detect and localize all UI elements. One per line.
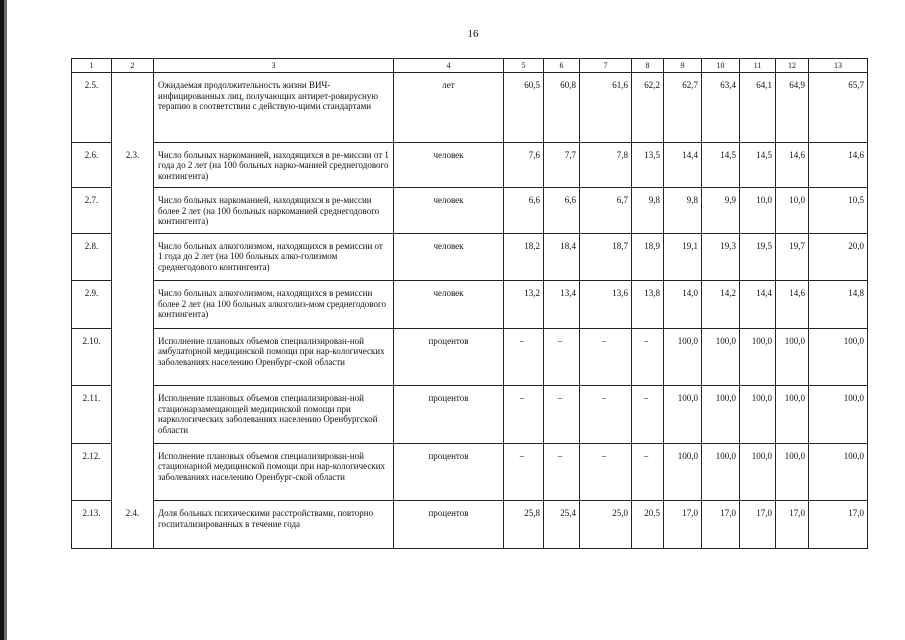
value-cell: 19,1 <box>664 239 702 281</box>
value-cell: 25,8 <box>504 506 544 548</box>
value-cell: – <box>504 334 544 386</box>
value-cell: 7,8 <box>580 148 632 188</box>
value-cell: 62,7 <box>664 78 702 142</box>
header-cell: 1 <box>72 59 112 73</box>
row-subnumber <box>112 193 154 233</box>
indicator-name: Число больных наркоманией, находящихся в ре-миссии более 2 лет (на 100 больных наркоманией среднегодового контингента) <box>154 193 394 233</box>
table-body <box>72 73 868 549</box>
value-cell: 14,0 <box>664 286 702 328</box>
value-cell: 10,0 <box>740 193 776 233</box>
value-cell: 18,2 <box>504 239 544 281</box>
value-cell: 19,3 <box>702 239 740 281</box>
row-number: 2.10. <box>72 334 112 386</box>
page-number: 16 <box>467 28 479 40</box>
value-cell: 7,6 <box>504 148 544 188</box>
value-cell: 100,0 <box>702 391 740 443</box>
value-cell: 62,2 <box>632 78 664 142</box>
value-cell: 6,6 <box>504 193 544 233</box>
unit-of-measure: процентов <box>394 391 504 443</box>
value-cell: 18,4 <box>544 239 580 281</box>
unit-of-measure: человек <box>394 239 504 281</box>
value-cell: 18,9 <box>632 239 664 281</box>
row-subnumber <box>112 449 154 501</box>
value-cell: 100,0 <box>776 334 809 386</box>
value-cell: 10,0 <box>776 193 809 233</box>
value-cell: 100,0 <box>664 449 702 501</box>
value-cell: – <box>580 334 632 386</box>
header-cell: 7 <box>580 59 632 73</box>
indicator-name: Исполнение плановых объемов специализирован-ной стационарной медицинской помощи при нар-кологических заболеваниях населению Оренбург-ской области <box>154 449 394 501</box>
value-cell: 14,2 <box>702 286 740 328</box>
value-cell: 100,0 <box>740 334 776 386</box>
table-row <box>72 239 868 281</box>
table-row <box>72 506 868 548</box>
value-cell: 25,0 <box>580 506 632 548</box>
header-cell: 4 <box>394 59 504 73</box>
indicators-table <box>71 58 868 549</box>
value-cell: 100,0 <box>740 391 776 443</box>
unit-of-measure: человек <box>394 193 504 233</box>
unit-of-measure: человек <box>394 148 504 188</box>
row-subnumber <box>112 391 154 443</box>
value-cell: 61,6 <box>580 78 632 142</box>
table-row <box>72 78 868 142</box>
row-subnumber <box>112 286 154 328</box>
value-cell: 10,5 <box>809 193 868 233</box>
value-cell: 17,0 <box>809 506 868 548</box>
value-cell: 60,8 <box>544 78 580 142</box>
row-subnumber: 2.3. <box>112 148 154 188</box>
value-cell: 64,9 <box>776 78 809 142</box>
value-cell: 13,6 <box>580 286 632 328</box>
value-cell: – <box>632 391 664 443</box>
unit-of-measure: процентов <box>394 334 504 386</box>
value-cell: – <box>504 391 544 443</box>
indicator-name: Доля больных психическими расстройствами, повторно госпитализированных в течение года <box>154 506 394 548</box>
value-cell: 100,0 <box>702 334 740 386</box>
header-cell: 11 <box>740 59 776 73</box>
column-number-header <box>72 59 868 73</box>
row-number: 2.11. <box>72 391 112 443</box>
value-cell: – <box>544 391 580 443</box>
indicator-name: Число больных алкоголизмом, находящихся в ремиссии от 1 года до 2 лет (на 100 больных алко-голизмом среднегодового контингента) <box>154 239 394 281</box>
value-cell: 20,5 <box>632 506 664 548</box>
value-cell: 13,8 <box>632 286 664 328</box>
table-row <box>72 286 868 328</box>
value-cell: 17,0 <box>702 506 740 548</box>
value-cell: 13,4 <box>544 286 580 328</box>
row-number: 2.5. <box>72 78 112 142</box>
value-cell: 100,0 <box>809 334 868 386</box>
row-subnumber <box>112 334 154 386</box>
value-cell: 20,0 <box>809 239 868 281</box>
header-cell: 9 <box>664 59 702 73</box>
row-subnumber <box>112 78 154 142</box>
value-cell: 64,1 <box>740 78 776 142</box>
value-cell: 65,7 <box>809 78 868 142</box>
value-cell: 63,4 <box>702 78 740 142</box>
value-cell: 14,8 <box>809 286 868 328</box>
table-row <box>72 148 868 188</box>
scan-left-shadow <box>4 0 7 640</box>
value-cell: 14,5 <box>702 148 740 188</box>
value-cell: 13,5 <box>632 148 664 188</box>
row-number: 2.12. <box>72 449 112 501</box>
value-cell: 9,8 <box>664 193 702 233</box>
value-cell: 100,0 <box>809 449 868 501</box>
value-cell: 60,5 <box>504 78 544 142</box>
value-cell: – <box>632 449 664 501</box>
indicator-name: Число больных алкоголизмом, находящихся в ремиссии более 2 лет (на 100 больных алкоголиз-мом среднегодового контингента) <box>154 286 394 328</box>
indicator-name: Исполнение плановых объемов специализирован-ной стационарзамещающей медицинской помощи при наркологических заболеваниях населению Оренбургской области <box>154 391 394 443</box>
header-cell: 13 <box>809 59 868 73</box>
value-cell: 14,6 <box>776 286 809 328</box>
value-cell: 14,6 <box>776 148 809 188</box>
value-cell: 6,6 <box>544 193 580 233</box>
unit-of-measure: процентов <box>394 506 504 548</box>
value-cell: 14,4 <box>664 148 702 188</box>
value-cell: – <box>632 334 664 386</box>
row-number: 2.6. <box>72 148 112 188</box>
row-subnumber <box>112 239 154 281</box>
header-cell: 8 <box>632 59 664 73</box>
indicator-name: Ожидаемая продолжительность жизни ВИЧ-инфицированных лиц, получающих антирет-ровирусную терапию в соответствии с действую-щими стандартами <box>154 78 394 142</box>
value-cell: 13,2 <box>504 286 544 328</box>
table-row <box>72 334 868 386</box>
value-cell: 17,0 <box>740 506 776 548</box>
row-number: 2.9. <box>72 286 112 328</box>
unit-of-measure: человек <box>394 286 504 328</box>
row-number: 2.13. <box>72 506 112 548</box>
value-cell: 100,0 <box>776 449 809 501</box>
value-cell: – <box>544 334 580 386</box>
header-cell: 6 <box>544 59 580 73</box>
table-row <box>72 449 868 501</box>
value-cell: 100,0 <box>702 449 740 501</box>
value-cell: 18,7 <box>580 239 632 281</box>
value-cell: 25,4 <box>544 506 580 548</box>
value-cell: 100,0 <box>776 391 809 443</box>
value-cell: 100,0 <box>809 391 868 443</box>
indicator-name: Число больных наркоманией, находящихся в ре-миссии от 1 года до 2 лет (на 100 больных нарко-манией среднегодового контингента) <box>154 148 394 188</box>
value-cell: – <box>580 449 632 501</box>
header-cell: 10 <box>702 59 740 73</box>
row-number: 2.8. <box>72 239 112 281</box>
value-cell: 100,0 <box>664 334 702 386</box>
unit-of-measure: лет <box>394 78 504 142</box>
row-subnumber: 2.4. <box>112 506 154 548</box>
value-cell: 17,0 <box>664 506 702 548</box>
table-row <box>72 391 868 443</box>
value-cell: 14,5 <box>740 148 776 188</box>
value-cell: 17,0 <box>776 506 809 548</box>
value-cell: 6,7 <box>580 193 632 233</box>
table-row <box>72 193 868 233</box>
value-cell: 9,9 <box>702 193 740 233</box>
indicator-name: Исполнение плановых объемов специализирован-ной амбулаторной медицинской помощи при нар-кологических заболеваниях населению Оренбург-ской области <box>154 334 394 386</box>
header-cell: 2 <box>112 59 154 73</box>
value-cell: 100,0 <box>740 449 776 501</box>
value-cell: 14,6 <box>809 148 868 188</box>
value-cell: 7,7 <box>544 148 580 188</box>
value-cell: 9,8 <box>632 193 664 233</box>
value-cell: – <box>580 391 632 443</box>
value-cell: 19,5 <box>740 239 776 281</box>
row-number: 2.7. <box>72 193 112 233</box>
value-cell: – <box>544 449 580 501</box>
unit-of-measure: процентов <box>394 449 504 501</box>
header-cell: 5 <box>504 59 544 73</box>
value-cell: 19,7 <box>776 239 809 281</box>
header-cell: 12 <box>776 59 809 73</box>
value-cell: 100,0 <box>664 391 702 443</box>
value-cell: 14,4 <box>740 286 776 328</box>
header-cell: 3 <box>154 59 394 73</box>
value-cell: – <box>504 449 544 501</box>
